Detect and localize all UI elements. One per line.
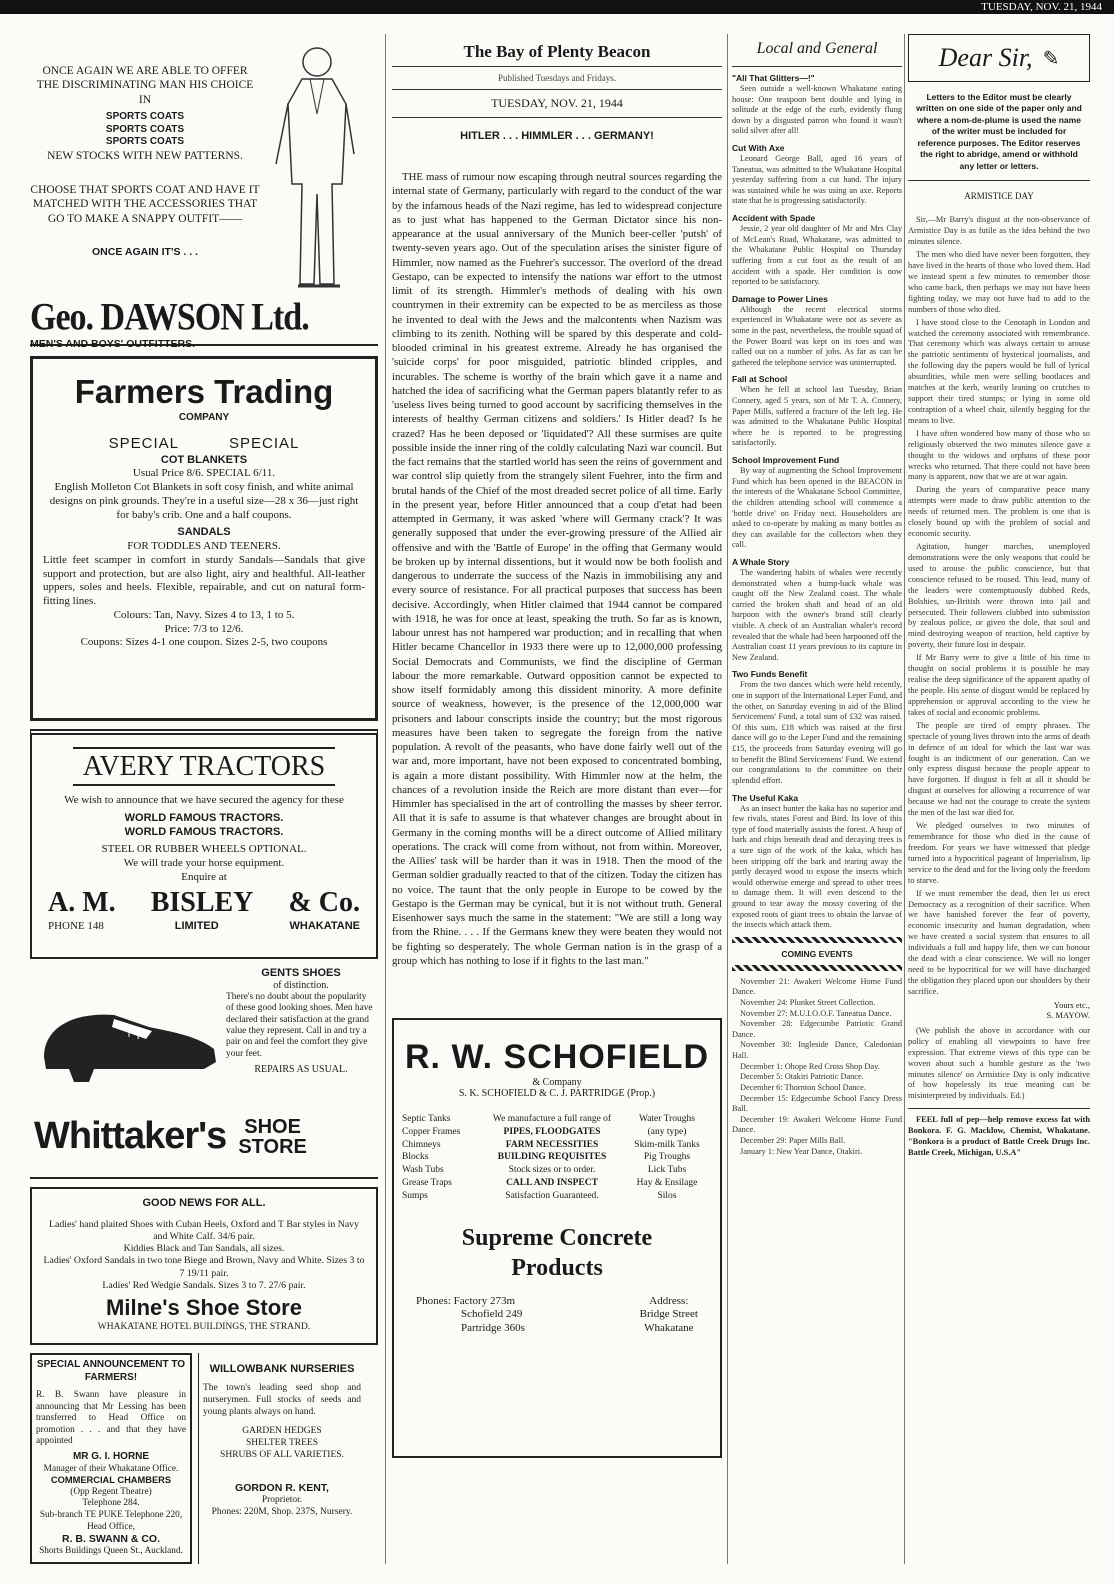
swann-text: R. B. Swann have pleasure in announcing that Mr Lessing has been transferred to Head Office on promotion . . . and that they have appointed — [36, 1390, 186, 1447]
schofield-product: Skim-milk Tanks — [634, 1139, 700, 1150]
willowbank-item: GARDEN HEDGES — [242, 1426, 322, 1437]
schofield-ad — [392, 1018, 722, 1458]
whittaker-head: GENTS SHOES — [261, 967, 341, 979]
news-text: By way of augmenting the School Improvement Fund which has been opened in the BEACON in the interests of the Whakatane School Committee, the children attending school will commence a 'bottle drive' on Friday next. Householders are asked to co-operate by making as many bottles as they can available for the collectors when they call. — [732, 466, 902, 550]
letter-paragraph: I have stood close to the Cenotaph in London and watched the ceremony associated with remembrance. That ceremony which was always certain to arouse the patriotic sentiments of hysterical journalists, and the following day the papers would be full of lyrical absurdities, while men were selling bootlaces and matches at the kerb, wearily leaning on crutches to support their tired stumps; or lying in some old contraption of a wheel chair, silently begging for the means to live. — [908, 317, 1090, 425]
avery-limited: LIMITED — [174, 919, 219, 932]
blankets-head: COT BLANKETS — [160, 453, 248, 466]
man-illustration — [262, 34, 372, 304]
events-title: COMING EVENTS — [781, 948, 853, 959]
event-item: December 19: Awakeri Welcome Home Fund Dance. — [732, 1114, 902, 1135]
news-headline: Damage to Power Lines — [732, 293, 828, 304]
sandals-text: Little feet scamper in comfort in sturdy Sandals—Sandals that give support and protection, but are also light, airy and healthful. All-leather uppers, soles and heels. Flexible, repairable, and cut on natural form-fitting lines. — [43, 553, 365, 607]
milne-line: Ladies' hand plaited Shoes with Cuban Heels, Oxford and T Bar styles in Navy and White Calf. 34/6 pair. — [49, 1218, 359, 1242]
supreme-products: Supreme Concrete Products — [461, 1224, 653, 1281]
editorial-date: TUESDAY, NOV. 21, 1944 — [491, 96, 623, 110]
local-general-column — [732, 34, 902, 1157]
letter-paragraph: We pledged ourselves to two minutes of remembrance for those who died in the cause of freedom. For years we have witnessed that pledge turned into a hypocritical pageant of Imperialism, lip service to the dead and for the living only the freedom to starve. — [908, 821, 1090, 885]
event-item: December 29: Paper Mills Ball. — [740, 1135, 846, 1145]
letter-paragraph: Sir,—Mr Barry's disgust at the non-observance of Armistice Day is as futile as the idea behind the two minutes silence. — [908, 215, 1090, 247]
dawson-name: Geo. DAWSON Ltd. — [30, 296, 309, 339]
letter-paragraph: I have often wondered how many of those who so religiously observed the two minutes silence gave a thought to the widows and orphans of these poor wrecks who returned. That there could not have been many is apparent, now that we are at war again. — [908, 428, 1090, 482]
special-label: SPECIAL — [229, 434, 300, 452]
ads-column — [30, 34, 378, 1564]
whittaker-name: Whittaker's — [34, 1115, 227, 1157]
news-text: As an insect hunter the kaka has no superior and few rivals, states Forest and Bird. Its love of this type of food materially assists the forest. A heap of bark and chips beneath dead and decaying trees is a sure sign of the work of the kaka, which has been stripping off the bark and tearing away the partly decayed wood to expose the insects which would otherwise emerge and spread to other trees to damage them. It will even descend to the ground to tear away the mossy covering of the exposed roots of giant trees to obtain the larvae of the insects which attack them. — [732, 803, 902, 930]
schofield-phone: Partridge 360s — [461, 1322, 525, 1335]
editorial-column — [392, 34, 722, 1458]
milne-name: Milne's Shoe Store — [106, 1295, 302, 1321]
schofield-mid: CALL AND INSPECT — [506, 1178, 598, 1189]
willowbank-phones: Phones: 220M, Shop. 237S, Nursery. — [211, 1507, 353, 1517]
bonkora-ad: FEEL full of pep—help remove excess fat with Bonkora. F. G. Macklow, Chemist, Whakatane. "Bonkora is a product of Battle Creek Drugs Inc. Battle Creek, Michigan, U.S.A" — [908, 1115, 1090, 1158]
news-headline: Cut With Axe — [732, 143, 785, 154]
milne-shoe-ad — [30, 1187, 378, 1345]
news-text: Leonard George Ball, aged 16 years of Taneatua, was admitted to the Whakatane Hospital yesterday suffering from a cut hand. The injury was sustained while he was using an axe. Reports state that he is progressing satisfactorily. — [732, 154, 902, 206]
shoe-illustration — [34, 987, 224, 1097]
avery-wheels: STEEL OR RUBBER WHEELS OPTIONAL. — [101, 843, 307, 856]
willowbank-ad — [198, 1353, 365, 1564]
swann-head: SPECIAL ANNOUNCEMENT TO FARMERS! — [36, 1359, 186, 1383]
column-divider — [727, 34, 728, 1564]
editorial-paragraph: THE mass of rumour now escaping through neutral sources regarding the internal state of Germany, particularly with regard to the conduct of the war by the infamous heads of the Nazi regime, has led to widespread conjecture as to just what has happened to the German Dictator since his non-appearance at the usual anniversary of the Munich beer-celler 'putsh' of twenty-seven years ago. Out of the speculation arises the sinister figure of Himmler, now named as the Fuehrer's successor. The overlord of the dread Gestapo, can be expected to intensify the nations war effort to the utmost limit of its strength. Himmler's methods of dealing with his own countrymen in their extremity can be expected to be as merciless as those he invented to deal with the Jews and the malcontents when Nazism was climbing to its zenith. Nothing will be spared by this desperate and cold-blooded criminal in his greatest extreme. Already he has organised the 'suicide corps' for poor misguided, patriotic blinded cripples, and incurables. The scheme is worthy of the brain which gave it a name and hatched the idea of sacrificing what the German papers blatantly refer to as 'useless lives being turned to good account by sacrificing themselves in the interests of healthy German citizens and soldiers.' Is Hitler dead? Is he crazed? Has he been deposed or 'liquidated'? All these surmises are quite possible inside the inner ring of the coldly calculating Nazi war council. But the fact remains that the startled world has seen the reins of government and war control slip quietly from the strangely silent Fuehrer, into the firm and brutal hands of the Chief of the most dreaded secret police of all time. Early in the present year, before Hitler announced that a coup d'etat had been attempted in Germany, it was asked 'where will Germany crack'? It was generally supposed that under the ever-growing pressure of the Allied air offensive and with the 'Battle of Europe' in the offing that Germany would be broken up by internal dissentions, but it would now be both foolish and dangerous to underrate the success of the Nazis in immobilising any and every source of resistance. For all practical purposes that success has been decisive. Accordingly, when Hitler claimed that 1944 cannot be compared with 1918, he was for once at least, speaking the truth. So far as is known, labour unrest has not hampered war production; and in recalling that when Hitler became Chancellor in 1933 there were up to 12,000,000 professing Social Democrats and Communists, we find the discipline of German labour the more remarkable. Outward opposition cannot be expected to show itself formidably among this dissident minority. A more definite source of weakness, however, is the presence of the 12,000,000 war prisoners and labour conscripts inside the country; but the most rigorous measures have been taken to segregate the foreign from the native population. A revolt of the peasants, who have done fairly well out of the war and, more important, have not been exposed to concentrated bombing, is again a more distant possibility. With Himmler now at the helm, the chances of a revolution inside the Reich are more distant than ever—for Himmler has specialised in the art of controlling the masses by sheer terror. All that it is safe to assume is that whatever changes are brought about in Germany in the coming months will be a direct outcome of Allied military operations. The crack will come from without, not from within. Moreover, the Allies' task will be harder than it was in 1918. Then the mood of the German soldier gradually reacted to that of the citizen. Today the citizen has no voice. The taunt that the only people in Europe to be cowed by the Gestapo is the German may be cynical, but it is not without truth. General Eisenhower says much the same in the statement: "We are still a long way from the Rhine. . . . If the Germans knew they were beaten they would not be fighting so desperately. The whole German nation is in the grasp of a group which has nothing to lose if it fights to the last man." — [392, 171, 722, 967]
schofield-address: Address: — [649, 1294, 689, 1307]
event-item: November 30: Ingleside Dance, Caledonian Hall. — [732, 1040, 902, 1061]
news-text: The wandering habits of whales were recently demonstrated when a hump-back whale was caught off the New Zealand coast. The whale carried the broken shaft and head of an old harpoon with the owner's brand still clearly visible. A check of an Australian whaler's record revealed that the whale had been harpooned off the Australian coast 11 years previous to its capture in New Zealand. — [732, 567, 902, 662]
whittaker-sub: of distinction. — [273, 980, 329, 992]
dawson-intro: ONCE AGAIN WE ARE ABLE TO OFFER THE DISCRIMINATING MAN HIS CHOICE IN — [36, 65, 254, 106]
letter-paragraph: The men who died have never been forgotten, they have lived in the hearts of those who loved them. Had we instead spent a few minutes to remember those who came back, then perhaps we may not have been fighting today, we may not have had to add to the numbers of those who died. — [908, 250, 1090, 314]
editorial-headline: HITLER . . . HIMMLER . . . GERMANY! — [460, 130, 654, 142]
event-item: November 21: Awakeri Welcome Home Fund Dance. — [732, 976, 902, 997]
event-item: November 27: M.U.I.O.O.F. Taneatua Dance. — [740, 1008, 892, 1018]
schofield-name: R. W. SCHOFIELD — [405, 1038, 709, 1076]
news-headline: "All That Glitters—!" — [732, 73, 815, 83]
dawson-choose: CHOOSE THAT SPORTS COAT AND HAVE IT MATCHED WITH THE ACCESSORIES THAT GO TO MAKE A SNAPPY OUTFIT—— — [30, 184, 260, 225]
avery-firm-b: BISLEY — [150, 886, 254, 918]
avery-firm-a: A. M. — [48, 886, 116, 918]
swann-name: MR G. I. HORNE — [72, 1451, 150, 1463]
dawson-ad — [30, 34, 378, 350]
news-headline: School Improvement Fund — [732, 455, 840, 466]
schofield-product: Copper Frames — [402, 1126, 461, 1137]
schofield-phone: Schofield 249 — [461, 1308, 523, 1321]
event-item: December 15: Edgecumbe School Fancy Dress Ball. — [732, 1093, 902, 1114]
sandals-coupons: Coupons: Sizes 4-1 one coupon. Sizes 2-5, two coupons — [80, 636, 328, 649]
schofield-product: Wash Tubs — [402, 1165, 444, 1176]
schofield-product: Pig Troughs — [643, 1152, 691, 1163]
swann-role: Manager of their Whakatane Office. — [43, 1463, 179, 1474]
schofield-product: Silos — [657, 1190, 677, 1201]
avery-phone: PHONE 148 — [48, 919, 104, 932]
column-divider — [385, 34, 386, 1564]
milne-addr: WHAKATANE HOTEL BUILDINGS, THE STRAND. — [97, 1321, 311, 1332]
special-label: SPECIAL — [108, 434, 179, 452]
farmers-trading-ad — [30, 356, 378, 721]
news-text: From the two dances which were held recently, one in support of the International Leper Fund, and the other, on Saturday evening in aid of the Blind Servicemens' Fund, a total sum of £32 was raised. Of this sum, £18 which was raised at the first dance will go to the Leper Fund and the remaining £15, the proceeds from Saturday evening will go to benefit the Blind Servicemens' Fund. We extend our congratulations to the committee on their splendid effort. — [732, 680, 902, 785]
schofield-product: Lick Tubs — [647, 1165, 687, 1176]
dawson-coat: SPORTS COATS — [105, 136, 185, 148]
schofield-product: (any type) — [647, 1126, 687, 1137]
header-date: TUESDAY, NOV. 21, 1944 — [981, 1, 1102, 13]
schofield-address: Bridge Street — [639, 1308, 698, 1321]
letter-paragraph: If Mr Barry were to give a little of his time to thought on social problems it is possible he may realise the deep significance of the apparent apathy of the people. His sense of disgust would be replaced by apprehension or approval according to the view he takes of social and economic problems. — [908, 653, 1090, 717]
published-note: Published Tuesdays and Fridays. — [497, 73, 616, 83]
sandals-head: SANDALS — [177, 526, 231, 539]
schofield-product: Water Troughs — [639, 1114, 695, 1124]
dawson-coat: SPORTS COATS — [105, 111, 185, 123]
whittaker-store: STORE — [238, 1135, 307, 1158]
news-headline: The Useful Kaka — [732, 792, 799, 803]
event-item: November 24: Plunket Street Collection. — [740, 998, 876, 1008]
whittaker-ad — [30, 967, 378, 1179]
news-text: Jessie, 2 year old daughter of Mr and Mrs Clay of McLean's Road, Whakatane, was admitted to the Whakatane Public Hospital on Thursday suffering from a cut foot as the result of an accident with a spade. Her condition is now reported to be satisfactory. — [732, 224, 902, 287]
avery-name: AVERY TRACTORS — [73, 747, 335, 786]
news-text: Although the recent electrical storms experienced in Whakatane were not as severe as some in the past, nevertheless, the trouble squad of the Power Board was kept on its toes and was called out on a number of jobs. As far as can be gathered the telephone service was uninterrupted. — [732, 304, 902, 367]
schofield-product: Hay & Ensilage — [636, 1178, 698, 1189]
news-headline: A Whale Story — [732, 556, 790, 567]
letter-paragraph: During the years of comparative peace many attempts were made to draw public attention to the needs of returned men. The problem is one that is closely bound up with the problem of social and economic security. — [908, 485, 1090, 539]
willowbank-head: WILLOWBANK NURSERIES — [209, 1363, 355, 1375]
schofield-mid: Stock sizes or to order. — [508, 1165, 596, 1176]
letter-paragraph: If we must remember the dead, then let us erect Democracy as a recognition of their sacrifice. When we have banished forever the fear of poverty, economic insecurity and human degradation, when we have created a social system that ensures to all individuals a full and happy life, then we can honour the dead with a clear conscience. We will no longer need to be hypocritical for we will have discharged the obligation they placed upon our shoulders by their sacrifice. — [908, 888, 1090, 996]
sandals-sub: FOR TODDLES AND TEENERS. — [127, 540, 281, 552]
top-rule — [0, 0, 1114, 14]
dawson-coat: SPORTS COATS — [105, 123, 185, 135]
event-item: December 5: Otakiri Patriotic Dance. — [740, 1072, 864, 1082]
schofield-mid: BUILDING REQUISITES — [497, 1152, 607, 1163]
willowbank-item: SHELTER TREES — [245, 1438, 319, 1449]
letter-paragraph: Agitation, hunger marches, unemployed demonstrations were the only weapons that could be used to arouse the public conscience, but that conscience refused to be roused. This lead, many of the leaders were contemptuously dubbed Reds, Bolshies, un-British were thrown into jail and persecuted. Their followers clubbed into submission by zealous police, or given the dole, that soul and mind destroying weapon of reaction, held captive by poverty, their future lost in despair. — [908, 542, 1090, 650]
column-divider — [904, 34, 905, 1564]
news-headline: Fall at School — [732, 374, 788, 385]
milne-line: Ladies' Oxford Sandals in two tone Biege and Brown, Navy and White. Sizes 3 to 7 19/11 pair. — [43, 1255, 365, 1279]
schofield-product: Sumps — [402, 1190, 428, 1201]
sandals-price: Price: 7/3 to 12/6. — [164, 622, 244, 635]
willowbank-prop: Proprietor. — [261, 1495, 303, 1506]
schofield-product: Chimneys — [402, 1139, 441, 1150]
swann-chambers: COMMERCIAL CHAMBERS — [50, 1475, 172, 1486]
divider — [732, 937, 902, 943]
quill-icon: ✎ — [1042, 47, 1060, 70]
willowbank-item: SHRUBS OF ALL VARIETIES. — [220, 1450, 344, 1461]
avery-tractors-ad — [30, 729, 378, 959]
swann-ad — [30, 1353, 192, 1564]
letter-paragraph: The people are tired of empty phrases. The spectacle of young lives thrown into the arms of death in defence of an ideal for which the last war was fought is an indictment of our generation. Can we only express disgust because the people appear to have forgotten. If disgust is felt at all it should be disgust at ourselves for allowing a recurrence of war because we had not the courage to create the system the men of the last war died for. — [908, 720, 1090, 818]
event-item: December 1: Ohope Red Cross Shop Day. — [740, 1061, 880, 1071]
swann-head-office: Head Office, — [87, 1521, 135, 1532]
dawson-again: ONCE AGAIN IT'S . . . — [92, 246, 198, 259]
avery-wft: WORLD FAMOUS TRACTORS. — [124, 825, 284, 838]
schofield-mid: We manufacture a full range of — [492, 1114, 612, 1124]
local-title: Local and General — [756, 40, 878, 57]
news-headline: Two Funds Benefit — [732, 669, 808, 680]
editor-note: (We publish the above in accordance with our policy of enabling all viewpoints to have free expression. That extreme views of this type can be woven about such a humble gesture as the 'two minutes silence' on Armistice Day is only indicative of how hopelessly its true meaning can be misinterpreted by individuals. Ed.) — [908, 1025, 1090, 1101]
dawson-new-stock: NEW STOCKS WITH NEW PATTERNS. — [47, 149, 243, 162]
editorial-body — [392, 170, 722, 1000]
avery-wft: WORLD FAMOUS TRACTORS. — [124, 811, 284, 824]
letter-title: ARMISTICE DAY — [964, 191, 1034, 202]
swann-shorts: Shorts Buildings Queen St., Auckland. — [39, 1546, 183, 1557]
swann-branch: Sub-branch TE PUKE Telephone 220, — [39, 1509, 183, 1520]
schofield-mid: Satisfaction Guaranteed. — [505, 1190, 599, 1201]
avery-enquire: Enquire at — [181, 870, 227, 883]
blankets-price: Usual Price 8/6. SPECIAL 6/11. — [132, 467, 276, 480]
letter-signoff: Yours etc., — [1053, 999, 1090, 1010]
schofield-product: Grease Traps — [402, 1178, 452, 1189]
whittaker-text: There's no doubt about the popularity of these good looking shoes. Men have declared their satisfaction at the grand value they represent. Call in and try a pair on and feel the comfort they give your feet. — [226, 992, 373, 1059]
news-headline: Accident with Spade — [732, 213, 816, 224]
milne-line: Kiddies Black and Tan Sandals, all sizes. — [123, 1243, 285, 1255]
avery-town: WHAKATANE — [289, 919, 360, 932]
schofield-mid: PIPES, FLOODGATES — [503, 1126, 601, 1137]
milne-head: GOOD NEWS FOR ALL. — [142, 1197, 266, 1209]
event-item: December 6: Thornton School Dance. — [740, 1082, 866, 1092]
schofield-product: Septic Tanks — [402, 1114, 451, 1124]
milne-line: Ladies' Red Wedgie Sandals. Sizes 3 to 7. 27/6 pair. — [102, 1279, 306, 1291]
blankets-text: English Molleton Cot Blankets in soft cosy finish, and white animal designs on pink grounds. They're in a useful size—28 x 36—just right for baby's crib. One and a half coupons. — [49, 481, 359, 521]
avery-firm-c: & Co. — [288, 886, 360, 918]
masthead: The Bay of Plenty Beacon — [463, 42, 651, 61]
schofield-props: S. K. SCHOFIELD & C. J. PARTRIDGE (Prop.) — [458, 1088, 656, 1099]
willowbank-owner: GORDON R. KENT, — [235, 1482, 329, 1494]
dear-sir-text: Dear Sir, — [938, 43, 1033, 72]
schofield-product: Blocks — [402, 1152, 429, 1163]
schofield-address: Whakatane — [644, 1322, 694, 1335]
event-item: January 1: New Year Dance, Otakiri. — [740, 1146, 863, 1156]
sandals-colours: Colours: Tan, Navy. Sizes 4 to 13, 1 to 5. — [113, 608, 295, 621]
schofield-mid: FARM NECESSITIES — [505, 1139, 599, 1150]
dear-sir-banner — [908, 34, 1090, 82]
avery-text: We wish to announce that we have secured the agency for these — [64, 794, 344, 806]
schofield-co: & Company — [532, 1077, 582, 1088]
event-item: November 28: Edgecumbe Patriotic Grand Dance. — [732, 1019, 902, 1039]
letters-rules: Letters to the Editor must be clearly written on one side of the paper only and where a nom-de-plume is used the name of the writer must be included for reference purposes. The Editor reserves the right to abridge, amend or withhold any letter or letters. — [916, 92, 1082, 171]
news-text: When he fell at school last Tuesday, Brian Connery, aged 5 years, son of Mr T. A. Connery, Paper Mills, suffered a fracture of the left leg. He was admitted to the Whakatane Public Hospital where he is reported to be progressing satisfactorily. — [732, 385, 902, 448]
dawson-sub: MEN'S AND BOYS' OUTFITTERS. — [30, 338, 196, 350]
willowbank-text: The town's leading seed shop and nurserymen. Full stocks of seeds and young plants always on hand. — [203, 1382, 361, 1417]
letters-column — [908, 34, 1090, 1161]
news-text: Seen outside a well-known Whakatane eating house: One teaspoon bent double and lying in solitude at the edge of the curb, evidently flung down by a disgusted patron who found it wasn't solid silver after all! — [732, 84, 902, 136]
letter-signature: S. MAYOW. — [1046, 1009, 1090, 1020]
whittaker-shoe: SHOE — [244, 1115, 301, 1138]
avery-trade: We will trade your horse equipment. — [123, 857, 285, 869]
schofield-phone: Phones: Factory 273m — [416, 1294, 515, 1307]
swann-opp: (Opp Regent Theatre) — [70, 1486, 152, 1497]
farmers-name: Farmers Trading — [74, 373, 334, 410]
swann-firm: R. B. SWANN & CO. — [61, 1533, 160, 1546]
farmers-company: COMPANY — [178, 412, 230, 424]
swann-tel: Telephone 284. — [82, 1498, 140, 1509]
divider — [732, 965, 902, 971]
whittaker-repairs: REPAIRS AS USUAL. — [254, 1063, 348, 1075]
